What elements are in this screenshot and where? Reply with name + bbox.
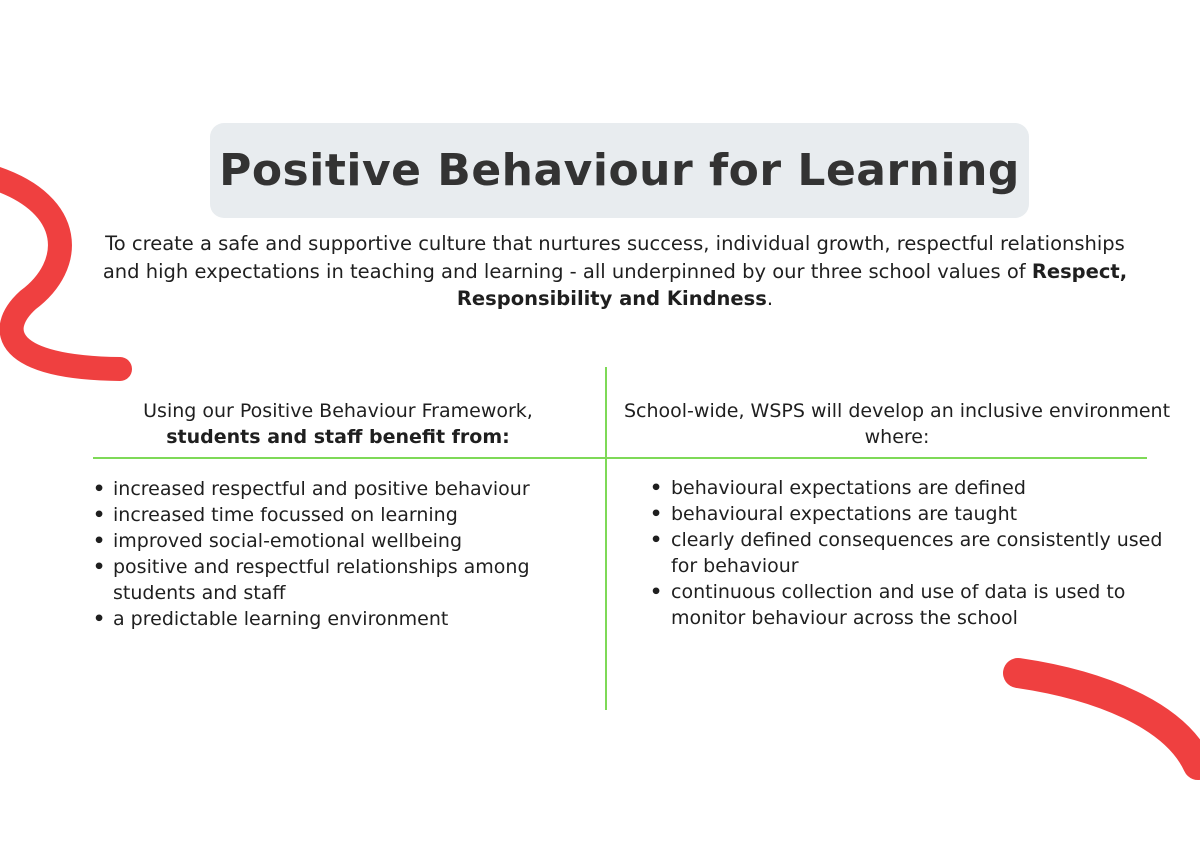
right-column-heading — [617, 398, 1177, 450]
red-swirl-right — [1018, 673, 1198, 765]
benefits-list — [93, 476, 593, 632]
left-heading-bold: students and staff benefit from: — [166, 426, 510, 448]
left-heading-text: Using our Positive Behaviour Framework, — [143, 400, 533, 422]
right-heading-text: School-wide, WSPS will develop an inclusive environment where: — [623, 400, 1171, 448]
horizontal-divider — [93, 457, 1147, 459]
left-column-heading — [93, 398, 583, 450]
list-item: • a predictable learning environment — [93, 606, 593, 632]
list-item: • behavioural expectations are defined — [650, 475, 1180, 501]
intro-end: . — [766, 287, 774, 310]
list-item: • increased respectful and positive behaviour — [93, 476, 593, 502]
intro-paragraph — [95, 230, 1135, 313]
list-item: • increased time focussed on learning — [93, 502, 593, 528]
school-values: Respect, Responsibility and Kindness — [456, 259, 1128, 310]
title-box — [210, 123, 1029, 218]
list-item: • improved social-emotional wellbeing — [93, 528, 593, 554]
intro-text: To create a safe and supportive culture that nurtures success, individual growth, respectful relationships and high expectations in teaching and learning - all underpinned by our three school values of — [102, 232, 1125, 283]
vertical-divider — [605, 367, 607, 710]
list-item: • positive and respectful relationships among students and staff — [93, 554, 593, 606]
list-item: • continuous collection and use of data is used to monitor behaviour across the school — [650, 579, 1180, 631]
page-title: Positive Behaviour for Learning — [219, 145, 1020, 196]
list-item: • clearly defined consequences are consistently used for behaviour — [650, 527, 1180, 579]
list-item: • behavioural expectations are taught — [650, 501, 1180, 527]
environment-list — [650, 475, 1180, 631]
